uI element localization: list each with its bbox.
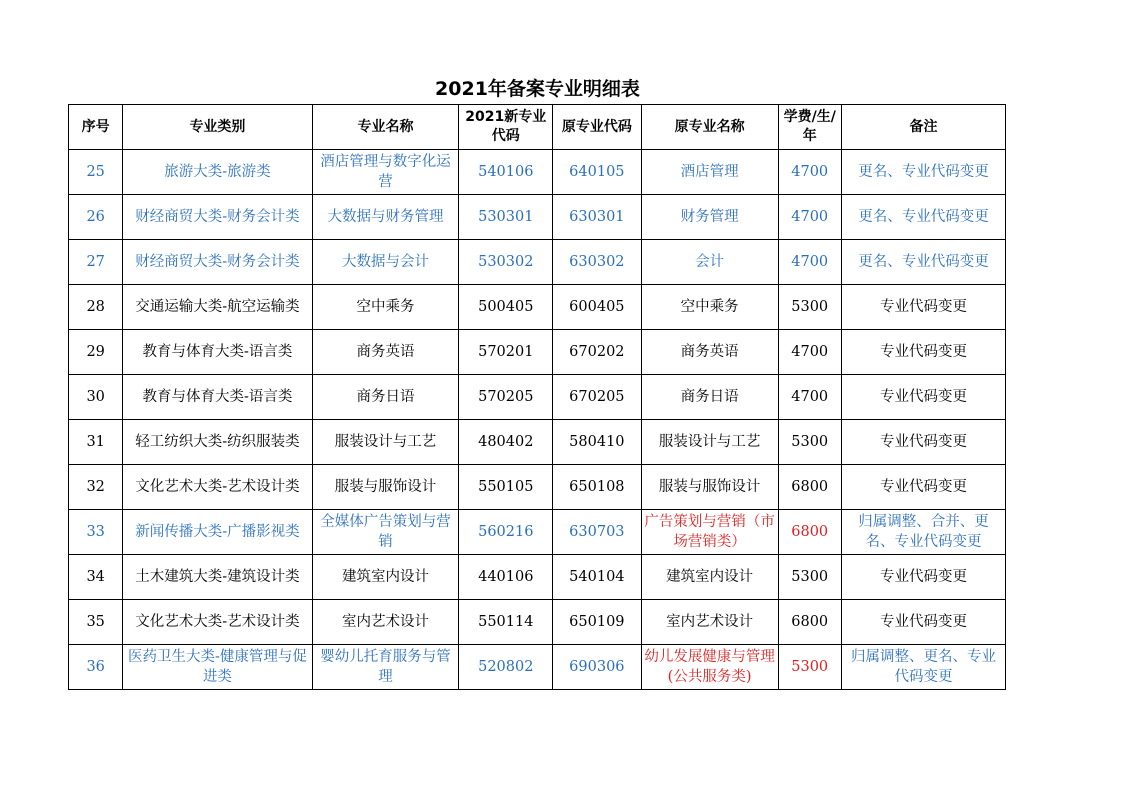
table-cell: 归属调整、更名、专业代码变更: [841, 645, 1005, 690]
header-row: [69, 105, 1006, 150]
table-cell: 6800: [778, 465, 841, 510]
table-cell: 专业代码变更: [841, 555, 1005, 600]
table-cell: 专业代码变更: [841, 465, 1005, 510]
table-cell: 财务管理: [641, 195, 778, 240]
header-cell: 专业名称: [312, 105, 459, 150]
table-cell: 4700: [778, 375, 841, 420]
table-cell: 医药卫生大类-健康管理与促进类: [123, 645, 312, 690]
table-cell: 财经商贸大类-财务会计类: [123, 240, 312, 285]
table-cell: 服装与服饰设计: [312, 465, 459, 510]
header-cell: 专业类别: [123, 105, 312, 150]
table-cell: 更名、专业代码变更: [841, 195, 1005, 240]
table-cell: 650108: [553, 465, 642, 510]
table-row: [69, 645, 1006, 690]
table-cell: 空中乘务: [641, 285, 778, 330]
table-cell: 530301: [459, 195, 553, 240]
table-cell: 26: [69, 195, 123, 240]
table-cell: 530302: [459, 240, 553, 285]
table-cell: 440106: [459, 555, 553, 600]
table-cell: 服装与服饰设计: [641, 465, 778, 510]
table-cell: 教育与体育大类-语言类: [123, 330, 312, 375]
table-cell: 更名、专业代码变更: [841, 150, 1005, 195]
table-cell: 560216: [459, 510, 553, 555]
table-cell: 670202: [553, 330, 642, 375]
table-cell: 550105: [459, 465, 553, 510]
table-cell: 33: [69, 510, 123, 555]
table-cell: 540104: [553, 555, 642, 600]
table-cell: 全媒体广告策划与营销: [312, 510, 459, 555]
table-cell: 5300: [778, 420, 841, 465]
table-row: [69, 375, 1006, 420]
table-cell: 4700: [778, 330, 841, 375]
table-cell: 大数据与会计: [312, 240, 459, 285]
table-cell: 财经商贸大类-财务会计类: [123, 195, 312, 240]
table-cell: 630703: [553, 510, 642, 555]
table-cell: 建筑室内设计: [641, 555, 778, 600]
header-cell: 序号: [69, 105, 123, 150]
table-cell: 630301: [553, 195, 642, 240]
table-cell: 28: [69, 285, 123, 330]
table-cell: 大数据与财务管理: [312, 195, 459, 240]
table-cell: 空中乘务: [312, 285, 459, 330]
table-cell: 580410: [553, 420, 642, 465]
table-cell: 31: [69, 420, 123, 465]
table-cell: 550114: [459, 600, 553, 645]
table-cell: 归属调整、合并、更名、专业代码变更: [841, 510, 1005, 555]
table-cell: 商务英语: [312, 330, 459, 375]
table-cell: 4700: [778, 195, 841, 240]
table-cell: 27: [69, 240, 123, 285]
table-cell: 600405: [553, 285, 642, 330]
table-cell: 专业代码变更: [841, 375, 1005, 420]
table-cell: 29: [69, 330, 123, 375]
table-cell: 35: [69, 600, 123, 645]
table-cell: 4700: [778, 240, 841, 285]
table-cell: 630302: [553, 240, 642, 285]
table-cell: 旅游大类-旅游类: [123, 150, 312, 195]
table-cell: 商务英语: [641, 330, 778, 375]
table-row: [69, 600, 1006, 645]
table-cell: 640105: [553, 150, 642, 195]
table-row: [69, 510, 1006, 555]
header-cell: 学费/生/年: [778, 105, 841, 150]
table-cell: 教育与体育大类-语言类: [123, 375, 312, 420]
table-row: [69, 465, 1006, 510]
table-cell: 570201: [459, 330, 553, 375]
table-row: [69, 420, 1006, 465]
page-title: 2021年备案专业明细表: [435, 78, 640, 100]
table-cell: 文化艺术大类-艺术设计类: [123, 600, 312, 645]
table-row: [69, 285, 1006, 330]
table-cell: 30: [69, 375, 123, 420]
table-cell: 建筑室内设计: [312, 555, 459, 600]
table-cell: 专业代码变更: [841, 285, 1005, 330]
table-cell: 专业代码变更: [841, 600, 1005, 645]
table-cell: 690306: [553, 645, 642, 690]
majors-table: [68, 104, 1006, 690]
table-cell: 更名、专业代码变更: [841, 240, 1005, 285]
table-cell: 500405: [459, 285, 553, 330]
table-cell: 轻工纺织大类-纺织服装类: [123, 420, 312, 465]
table-cell: 4700: [778, 150, 841, 195]
table-cell: 专业代码变更: [841, 330, 1005, 375]
table-cell: 服装设计与工艺: [312, 420, 459, 465]
table-cell: 650109: [553, 600, 642, 645]
table-cell: 文化艺术大类-艺术设计类: [123, 465, 312, 510]
table-cell: 室内艺术设计: [641, 600, 778, 645]
table-cell: 5300: [778, 645, 841, 690]
table-cell: 570205: [459, 375, 553, 420]
table-cell: 幼儿发展健康与管理(公共服务类): [641, 645, 778, 690]
table-cell: 土木建筑大类-建筑设计类: [123, 555, 312, 600]
header-cell: 2021新专业代码: [459, 105, 553, 150]
table-cell: 专业代码变更: [841, 420, 1005, 465]
table-cell: 32: [69, 465, 123, 510]
table-cell: 5300: [778, 285, 841, 330]
table-cell: 36: [69, 645, 123, 690]
table-cell: 会计: [641, 240, 778, 285]
table-row: [69, 195, 1006, 240]
table-cell: 25: [69, 150, 123, 195]
table-cell: 670205: [553, 375, 642, 420]
table-cell: 商务日语: [641, 375, 778, 420]
table-cell: 服装设计与工艺: [641, 420, 778, 465]
table-cell: 新闻传播大类-广播影视类: [123, 510, 312, 555]
table-cell: 商务日语: [312, 375, 459, 420]
table-row: [69, 555, 1006, 600]
table-cell: 婴幼儿托育服务与管理: [312, 645, 459, 690]
table-cell: 6800: [778, 600, 841, 645]
table-cell: 34: [69, 555, 123, 600]
table-cell: 酒店管理: [641, 150, 778, 195]
table-cell: 540106: [459, 150, 553, 195]
header-cell: 备注: [841, 105, 1005, 150]
table-cell: 广告策划与营销（市场营销类）: [641, 510, 778, 555]
table-cell: 6800: [778, 510, 841, 555]
table-row: [69, 150, 1006, 195]
header-cell: 原专业名称: [641, 105, 778, 150]
table-cell: 5300: [778, 555, 841, 600]
table-cell: 520802: [459, 645, 553, 690]
table-row: [69, 240, 1006, 285]
table-cell: 480402: [459, 420, 553, 465]
table-cell: 交通运输大类-航空运输类: [123, 285, 312, 330]
table-cell: 酒店管理与数字化运营: [312, 150, 459, 195]
table-row: [69, 330, 1006, 375]
table-cell: 室内艺术设计: [312, 600, 459, 645]
header-cell: 原专业代码: [553, 105, 642, 150]
